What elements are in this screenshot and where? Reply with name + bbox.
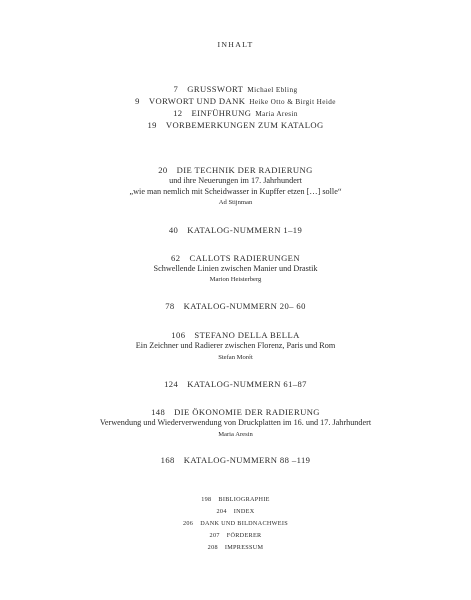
- toc-entry-oekonomie[interactable]: [0, 407, 471, 417]
- toc-entry-katalog-88-119[interactable]: [0, 455, 471, 465]
- toc-entry-bibliographie[interactable]: [0, 496, 471, 503]
- entry-author: Maria Aresin: [218, 431, 253, 438]
- entry-subtitle-quote: „wie man nemlich mit Scheidwasser in Kupffer etzen […] solle“: [129, 187, 342, 196]
- page-number: 9: [135, 96, 140, 106]
- page-number: 20: [158, 165, 168, 175]
- page-number: 198: [201, 496, 212, 503]
- toc-entry-katalog-1-19[interactable]: [0, 225, 471, 235]
- entry-title: GRUSSWORT: [187, 84, 244, 94]
- entry-author: Marion Heisterberg: [209, 276, 262, 283]
- entry-title: KATALOG-NUMMERN 20– 60: [183, 301, 306, 311]
- page-number: 168: [160, 455, 175, 465]
- toc-entry-vorbemerkungen[interactable]: [0, 120, 471, 130]
- entry-title: STEFANO DELLA BELLA: [194, 330, 300, 340]
- entry-title: BIBLIOGRAPHIE: [218, 496, 270, 503]
- page-number: 7: [173, 84, 179, 94]
- page-number: 78: [165, 301, 175, 311]
- page-number: 206: [183, 520, 194, 527]
- entry-title: KATALOG-NUMMERN 61–87: [187, 379, 307, 389]
- page-number: 19: [147, 120, 157, 130]
- entry-author: Heike Otto & Birgit Heide: [249, 98, 336, 106]
- toc-entry-katalog-61-87[interactable]: [0, 379, 471, 389]
- page-number: 204: [216, 508, 227, 515]
- entry-title: KATALOG-NUMMERN 1–19: [187, 225, 303, 235]
- toc-entry-grusswort[interactable]: [0, 84, 471, 94]
- toc-entry-dank[interactable]: [0, 520, 471, 527]
- entry-subtitle: Ein Zeichner und Radierer zwischen Florenz, Paris und Rom: [135, 341, 336, 350]
- entry-author: Stefan Morét: [218, 354, 253, 361]
- page-number: 62: [171, 253, 181, 263]
- entry-title: KATALOG-NUMMERN 88 –119: [183, 455, 311, 465]
- toc-entry-callot[interactable]: [0, 253, 471, 263]
- entry-title: IMPRESSUM: [224, 544, 264, 551]
- page-title: INHALT: [217, 40, 254, 49]
- entry-title: VORBEMERKUNGEN ZUM KATALOG: [165, 120, 324, 130]
- entry-subtitle: und ihre Neuerungen im 17. Jahrhundert: [169, 176, 302, 185]
- entry-title: VORWORT UND DANK: [148, 96, 246, 106]
- page-number: 207: [209, 532, 220, 539]
- entry-title: DANK UND BILDNACHWEIS: [200, 520, 288, 527]
- page-number: 12: [173, 108, 183, 118]
- toc-entry-impressum[interactable]: [0, 544, 471, 551]
- page-number: 124: [164, 379, 179, 389]
- entry-author: Maria Aresin: [255, 110, 298, 118]
- page-number: 106: [171, 330, 186, 340]
- page-number: 40: [168, 225, 179, 235]
- toc-entry-foerderer[interactable]: [0, 532, 471, 539]
- entry-title: FÖRDERER: [226, 532, 262, 539]
- toc-entry-technik[interactable]: [0, 165, 471, 175]
- page-number: 148: [151, 407, 166, 417]
- entry-title: DIE TECHNIK DER RADIERUNG: [176, 165, 313, 175]
- entry-author: Ad Stijnman: [218, 199, 253, 206]
- entry-title: EINFÜHRUNG: [191, 108, 252, 118]
- entry-subtitle: Schwellende Linien zwischen Manier und Drastik: [153, 264, 318, 273]
- toc-entry-katalog-20-60[interactable]: [0, 301, 471, 311]
- entry-subtitle: Verwendung und Wiederverwendung von Druckplatten im 16. und 17. Jahrhundert: [99, 418, 372, 427]
- entry-title: INDEX: [233, 508, 255, 515]
- entry-title: DIE ÖKONOMIE DER RADIERUNG: [174, 407, 320, 417]
- entry-author: Michael Ebling: [247, 86, 298, 94]
- toc-entry-einfuehrung[interactable]: [0, 108, 471, 118]
- toc-entry-vorwort[interactable]: [0, 96, 471, 106]
- entry-title: CALLOTS RADIERUNGEN: [189, 253, 300, 263]
- toc-entry-index[interactable]: [0, 508, 471, 515]
- page-number: 208: [207, 544, 218, 551]
- toc-entry-della-bella[interactable]: [0, 330, 471, 340]
